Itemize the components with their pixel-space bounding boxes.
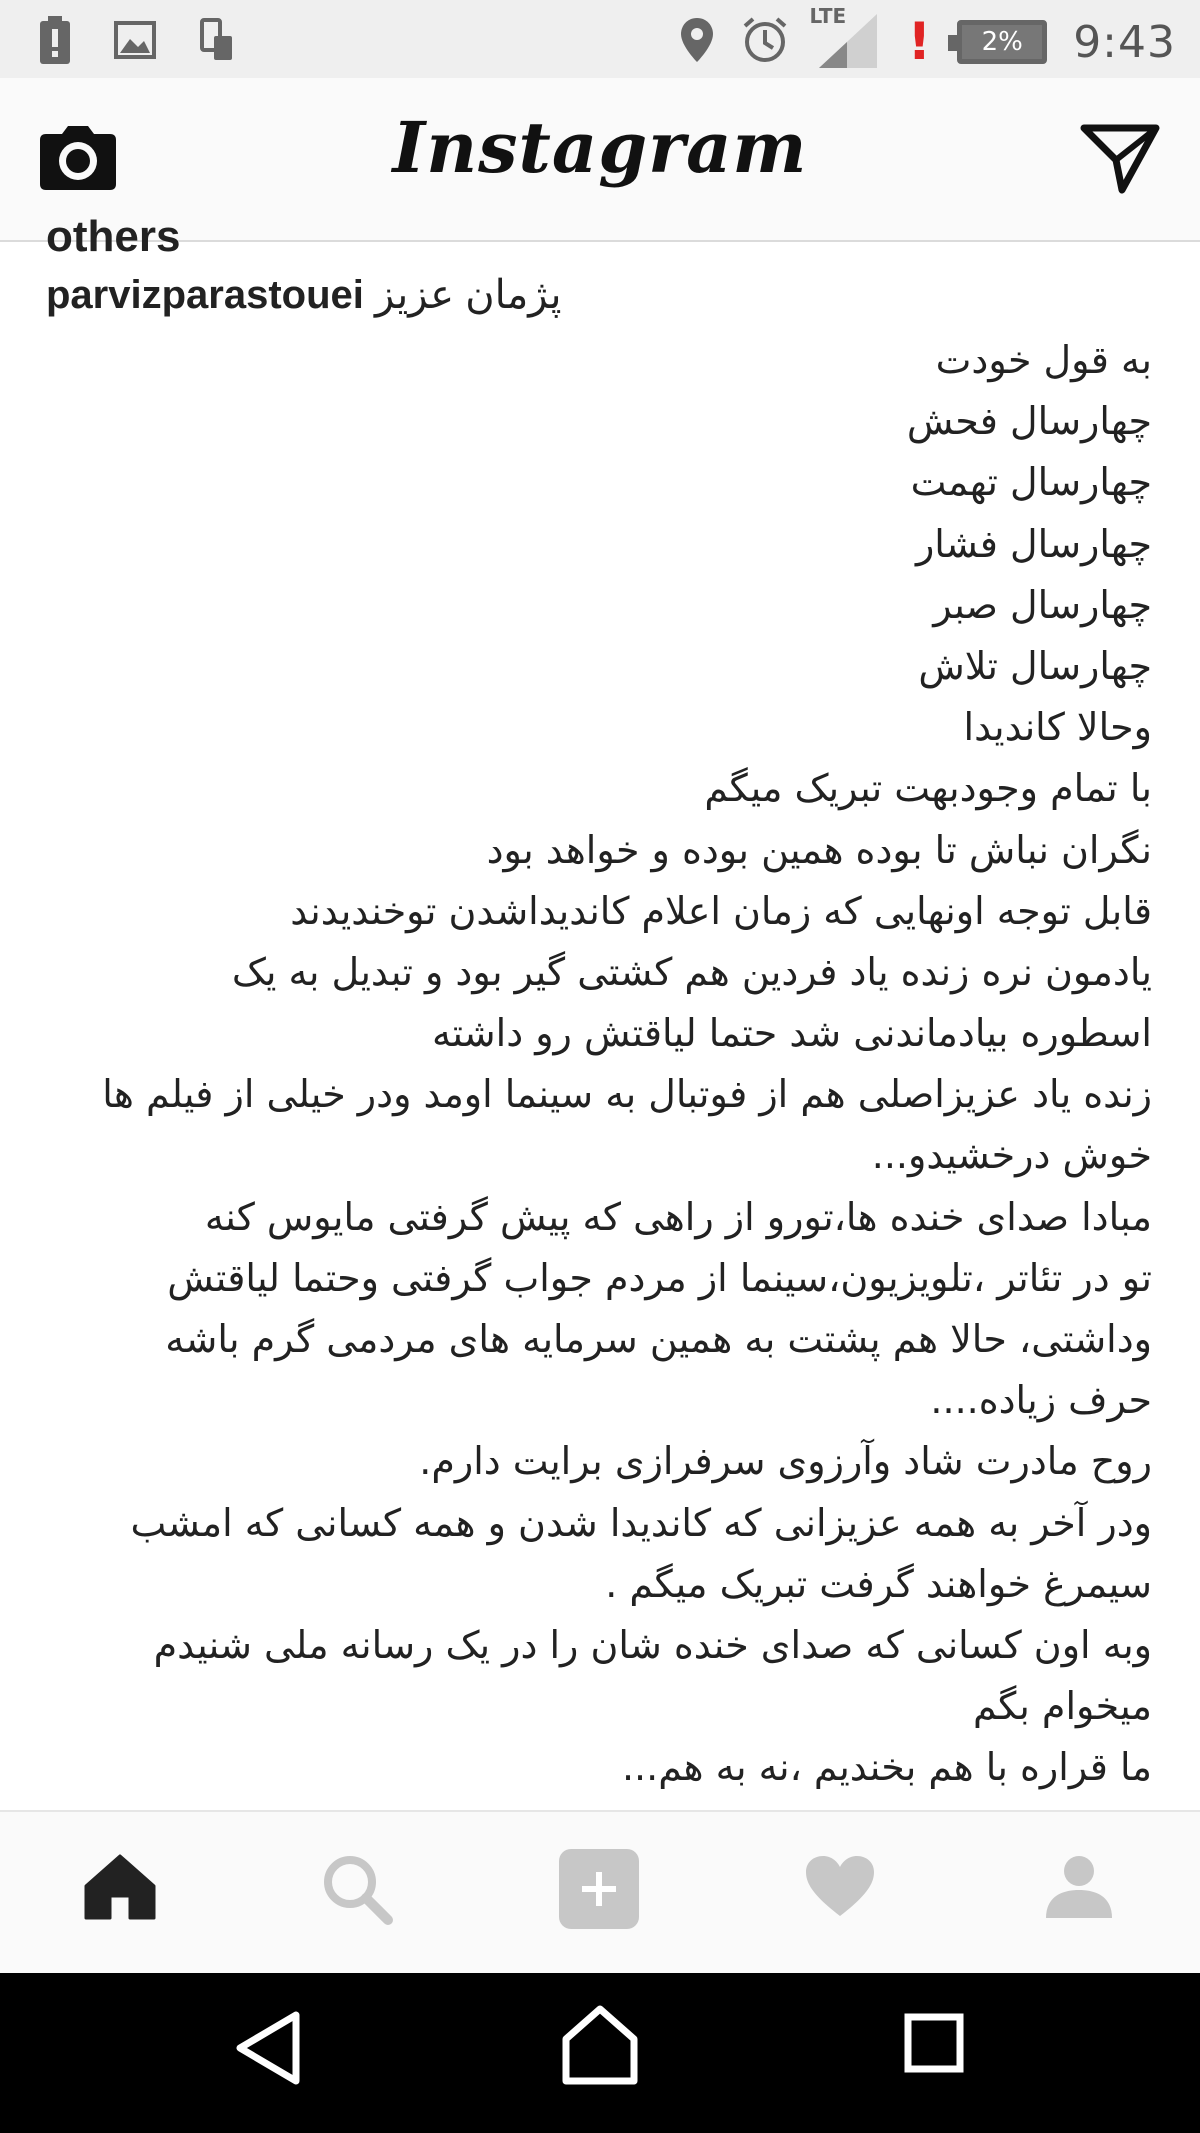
bottom-tab-bar bbox=[0, 1810, 1200, 1975]
alarm-icon bbox=[741, 16, 789, 68]
caption-lines bbox=[46, 330, 1152, 1799]
profile-icon[interactable] bbox=[1044, 1854, 1114, 1924]
status-time: 9:43 bbox=[1073, 16, 1176, 68]
recents-icon[interactable] bbox=[904, 2013, 964, 2077]
caption-line: قابل توجه اونهایی که زمان اعلام کاندیداشدن توخندیدند bbox=[290, 888, 1152, 933]
caption-line: حرف زیاده.... bbox=[930, 1378, 1152, 1423]
post-caption-area bbox=[0, 212, 1200, 1809]
caption-line: روح مادرت شاد وآرزوی سرفرازی برایت دارم. bbox=[419, 1439, 1152, 1484]
direct-send-icon[interactable] bbox=[1082, 126, 1158, 196]
caption-line: چهارسال فحش bbox=[906, 399, 1152, 444]
caption-first-text: پژمان عزیز bbox=[375, 273, 562, 317]
signal-icon bbox=[809, 4, 881, 74]
caption-line: نگران نباش تا بوده همین بوده و خواهد بود bbox=[486, 827, 1152, 872]
app-logo: Instagram bbox=[392, 106, 808, 189]
truncated-text: others bbox=[46, 212, 181, 261]
battery-icon bbox=[957, 20, 1047, 64]
caption-line: چهارسال فشار bbox=[915, 521, 1152, 566]
battery-level: 2% bbox=[981, 27, 1023, 57]
caption-line: یادمون نره زنده یاد فردین هم کشتی گیر بود و تبدیل به یک bbox=[231, 949, 1152, 994]
search-icon[interactable] bbox=[322, 1854, 392, 1928]
battery-alert-icon bbox=[40, 16, 70, 68]
caption-line: وداشتی، حالا هم پشتت به همین سرمایه های مردمی گرم باشه bbox=[165, 1317, 1152, 1361]
status-right-icons bbox=[679, 4, 1176, 74]
caption-line: وحالا کاندیدا bbox=[963, 705, 1152, 750]
home-icon[interactable] bbox=[84, 1854, 156, 1924]
caption-line: مبادا صدای خنده ها،تورو از راهی که پیش گرفتی مایوس کنه bbox=[204, 1194, 1152, 1239]
caption-username[interactable]: parvizparastouei bbox=[46, 273, 364, 317]
caption-line: با تمام وجودبهت تبریک میگم bbox=[704, 766, 1152, 811]
caption-line: به قول خودت bbox=[935, 338, 1152, 382]
add-post-icon[interactable] bbox=[558, 1848, 640, 1934]
caption-first-line bbox=[46, 272, 561, 318]
home-circle-icon[interactable] bbox=[562, 2005, 638, 2089]
caption-line: تو در تئاتر ،تلویزیون،سینما از مردم جواب گرفتی وحتما لیاقتش bbox=[167, 1255, 1152, 1300]
caption-line: چهارسال تلاش bbox=[918, 643, 1152, 688]
location-icon bbox=[679, 16, 715, 68]
caption-line: اسطوره بیادماندنی شد حتما لیاقتش رو داشته bbox=[431, 1011, 1152, 1056]
caption-line: ودر آخر به همه عزیزانی که کاندیدا شدن و همه کسانی که امشب bbox=[130, 1500, 1152, 1545]
system-navigation-bar bbox=[0, 1973, 1200, 2133]
back-icon[interactable] bbox=[236, 2011, 300, 2089]
image-icon bbox=[114, 21, 156, 63]
caption-line: زنده یاد عزیزاصلی هم از فوتبال به سینما اومد ودر خیلی از فیلم ها bbox=[102, 1072, 1152, 1117]
caption-line: خوش درخشیدو... bbox=[871, 1133, 1152, 1178]
caption-line: میخوام بگم bbox=[973, 1684, 1152, 1729]
caption-line: چهارسال تهمت bbox=[910, 460, 1152, 505]
caption-line: چهارسال صبر bbox=[933, 582, 1152, 627]
activity-heart-icon[interactable] bbox=[804, 1854, 876, 1922]
alert-icon: ! bbox=[907, 12, 932, 72]
status-bar bbox=[0, 0, 1200, 78]
status-left-icons bbox=[40, 16, 234, 68]
network-type-label: LTE bbox=[809, 4, 847, 28]
caption-line: سیمرغ خواهند گرفت تبریک میگم . bbox=[605, 1561, 1152, 1606]
phone-transfer-icon bbox=[200, 18, 234, 66]
caption-line: ما قراره با هم بخندیم ،نه به هم... bbox=[621, 1745, 1152, 1790]
caption-line: وبه اون کسانی که صدای خنده شان را در یک رسانه ملی شنیدم bbox=[153, 1622, 1152, 1667]
